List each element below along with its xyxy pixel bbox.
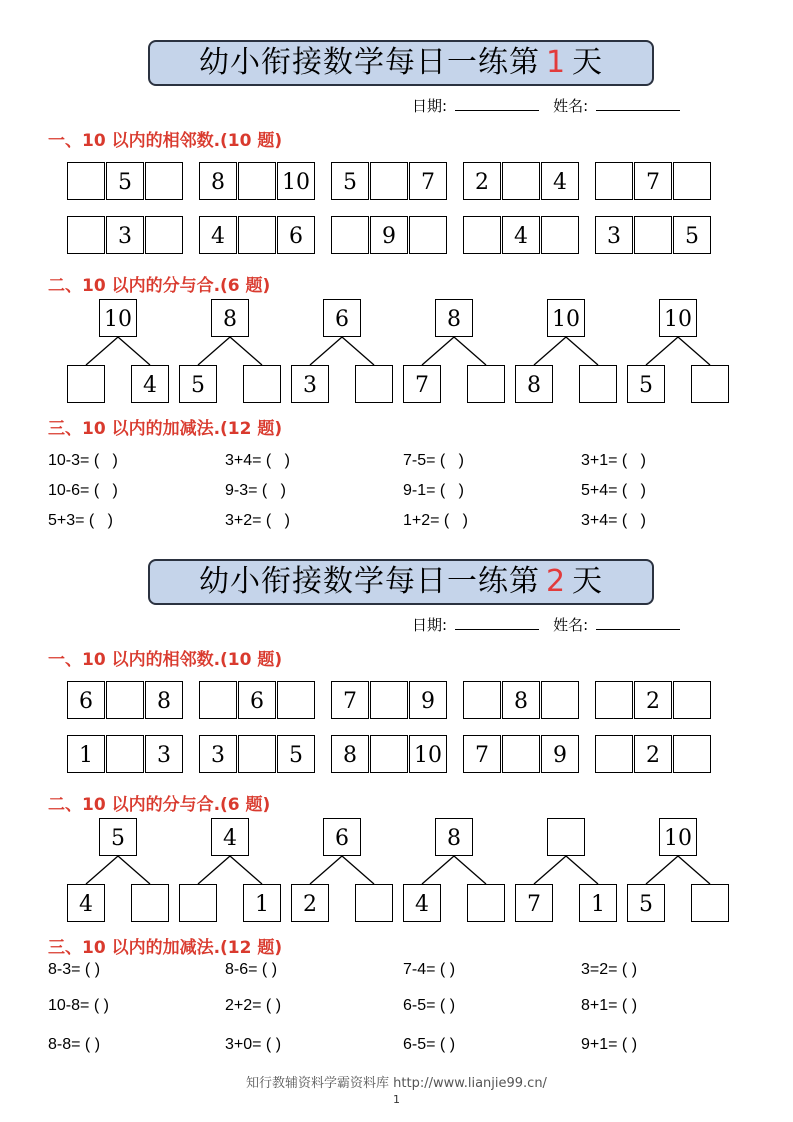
equation: 8+1= ( ) [581, 997, 638, 1014]
tree-branch-line [86, 337, 118, 365]
neighbor-box [502, 162, 540, 200]
neighbor-box: 3 [595, 216, 633, 254]
neighbor-box: 10 [277, 162, 315, 200]
neighbor-box [67, 162, 105, 200]
tree-branch-line [646, 856, 678, 884]
equation: 2+2= ( ) [225, 997, 282, 1014]
section-heading-arithmetic: 三、10 以内的加减法.(12 题) [48, 419, 283, 439]
equation: 3+4= ( ) [225, 452, 290, 469]
tree-branch-line [678, 337, 710, 365]
neighbor-box: 8 [145, 681, 183, 719]
equation: 9-3= ( ) [225, 482, 286, 499]
tree-left-box: 4 [67, 884, 105, 922]
tree-top-box: 5 [99, 818, 137, 856]
tree-branch-line [198, 337, 230, 365]
tree-branch-line [342, 856, 374, 884]
tree-top-box: 6 [323, 818, 361, 856]
neighbor-box [238, 216, 276, 254]
title-suffix: 天 [572, 45, 604, 80]
tree-top-box: 10 [547, 299, 585, 337]
tree-branch-line [454, 856, 486, 884]
page-number: 1 [393, 1093, 400, 1106]
neighbor-box: 1 [67, 735, 105, 773]
tree-right-box: 4 [131, 365, 169, 403]
neighbor-box: 7 [463, 735, 501, 773]
tree-branch-line [86, 856, 118, 884]
tree-branch-line [118, 337, 150, 365]
tree-top-box: 10 [659, 818, 697, 856]
tree-branch-line [310, 856, 342, 884]
tree-branch-line [422, 337, 454, 365]
equation: 10-3= ( ) [48, 452, 118, 469]
equation: 7-4= ( ) [403, 961, 456, 978]
neighbor-box [673, 162, 711, 200]
tree-branch-line [646, 337, 678, 365]
neighbor-box [541, 681, 579, 719]
neighbor-box: 4 [199, 216, 237, 254]
tree-right-box [467, 365, 505, 403]
tree-branch-line [230, 856, 262, 884]
neighbor-box: 8 [199, 162, 237, 200]
equation: 5+4= ( ) [581, 482, 646, 499]
neighbor-box [463, 681, 501, 719]
neighbor-box [331, 216, 369, 254]
equation: 3+4= ( ) [581, 512, 646, 529]
equation: 6-5= ( ) [403, 1036, 456, 1053]
tree-left-box: 2 [291, 884, 329, 922]
tree-left-box: 5 [627, 365, 665, 403]
neighbor-box: 10 [409, 735, 447, 773]
neighbor-box [145, 162, 183, 200]
date-label: 日期: [412, 616, 448, 634]
tree-left-box: 4 [403, 884, 441, 922]
neighbor-box [277, 681, 315, 719]
equation: 8-6= ( ) [225, 961, 278, 978]
tree-branch-line [566, 856, 598, 884]
section-heading-decompose: 二、10 以内的分与合.(6 题) [48, 795, 271, 815]
date-blank[interactable] [455, 98, 539, 111]
tree-branch-line [454, 337, 486, 365]
title-prefix: 幼小衔接数学每日一练第 [198, 45, 540, 80]
tree-branch-line [310, 337, 342, 365]
date-name-line [412, 614, 694, 635]
tree-branch-line [422, 856, 454, 884]
equation: 9+1= ( ) [581, 1036, 638, 1053]
equation: 3+2= ( ) [225, 512, 290, 529]
neighbor-box: 2 [634, 681, 672, 719]
date-label: 日期: [412, 97, 448, 115]
tree-right-box [131, 884, 169, 922]
tree-right-box: 1 [579, 884, 617, 922]
neighbor-box [502, 735, 540, 773]
tree-branch-line [534, 856, 566, 884]
tree-right-box [355, 884, 393, 922]
title-prefix: 幼小衔接数学每日一练第 [198, 564, 540, 599]
tree-top-box: 10 [659, 299, 697, 337]
equation: 9-1= ( ) [403, 482, 464, 499]
date-blank[interactable] [455, 617, 539, 630]
tree-branch-line [230, 337, 262, 365]
tree-branch-line [678, 856, 710, 884]
neighbor-box: 9 [409, 681, 447, 719]
neighbor-box [370, 162, 408, 200]
day-number: 1 [545, 45, 567, 80]
date-name-line [412, 95, 694, 116]
equation: 8-3= ( ) [48, 961, 101, 978]
neighbor-box: 7 [634, 162, 672, 200]
equation: 3+1= ( ) [581, 452, 646, 469]
neighbor-box [595, 162, 633, 200]
equation: 8-8= ( ) [48, 1036, 101, 1053]
tree-branch-line [534, 337, 566, 365]
neighbor-box: 5 [331, 162, 369, 200]
neighbor-box [67, 216, 105, 254]
neighbor-box [370, 681, 408, 719]
section-heading-decompose: 二、10 以内的分与合.(6 题) [48, 276, 271, 296]
tree-right-box [355, 365, 393, 403]
neighbor-box [595, 735, 633, 773]
neighbor-box [238, 162, 276, 200]
tree-right-box [243, 365, 281, 403]
tree-right-box [691, 365, 729, 403]
equation: 6-5= ( ) [403, 997, 456, 1014]
neighbor-box [595, 681, 633, 719]
neighbor-box [463, 216, 501, 254]
neighbor-box: 8 [502, 681, 540, 719]
tree-left-box: 5 [179, 365, 217, 403]
tree-right-box [691, 884, 729, 922]
section-heading-neighbors: 一、10 以内的相邻数.(10 题) [48, 650, 283, 670]
neighbor-box [370, 735, 408, 773]
tree-left-box [67, 365, 105, 403]
name-label: 姓名: [553, 616, 589, 634]
neighbor-box: 3 [106, 216, 144, 254]
tree-branch-line [118, 856, 150, 884]
neighbor-box: 6 [238, 681, 276, 719]
equation: 5+3= ( ) [48, 512, 113, 529]
equation: 3=2= ( ) [581, 961, 638, 978]
equation: 10-6= ( ) [48, 482, 118, 499]
tree-right-box [579, 365, 617, 403]
neighbor-box: 5 [106, 162, 144, 200]
tree-left-box: 7 [515, 884, 553, 922]
title-suffix: 天 [572, 564, 604, 599]
tree-right-box: 1 [243, 884, 281, 922]
neighbor-box [541, 216, 579, 254]
neighbor-box [199, 681, 237, 719]
tree-branch-line [342, 337, 374, 365]
neighbor-box: 3 [145, 735, 183, 773]
neighbor-box [409, 216, 447, 254]
neighbor-box: 8 [331, 735, 369, 773]
neighbor-box: 5 [277, 735, 315, 773]
day-title [148, 40, 654, 86]
neighbor-box: 3 [199, 735, 237, 773]
section-heading-neighbors: 一、10 以内的相邻数.(10 题) [48, 131, 283, 151]
neighbor-box: 2 [463, 162, 501, 200]
neighbor-box: 4 [541, 162, 579, 200]
name-blank[interactable] [596, 98, 680, 111]
tree-top-box: 8 [211, 299, 249, 337]
tree-top-box: 10 [99, 299, 137, 337]
equation: 7-5= ( ) [403, 452, 464, 469]
neighbor-box [238, 735, 276, 773]
equation: 3+0= ( ) [225, 1036, 282, 1053]
neighbor-box: 5 [673, 216, 711, 254]
name-label: 姓名: [553, 97, 589, 115]
neighbor-box: 4 [502, 216, 540, 254]
tree-top-box: 8 [435, 299, 473, 337]
footer-text: 知行教辅资料学霸资料库 http://www.lianjie99.cn/ [246, 1076, 547, 1091]
neighbor-box: 9 [541, 735, 579, 773]
equation: 1+2= ( ) [403, 512, 468, 529]
tree-branch-line [198, 856, 230, 884]
section-heading-arithmetic: 三、10 以内的加减法.(12 题) [48, 938, 283, 958]
day-number: 2 [545, 564, 567, 599]
tree-top-box: 8 [435, 818, 473, 856]
name-blank[interactable] [596, 617, 680, 630]
neighbor-box [673, 681, 711, 719]
neighbor-box: 9 [370, 216, 408, 254]
neighbor-box: 6 [277, 216, 315, 254]
neighbor-box [145, 216, 183, 254]
tree-left-box: 7 [403, 365, 441, 403]
neighbor-box [106, 681, 144, 719]
tree-branch-line [566, 337, 598, 365]
tree-top-box: 4 [211, 818, 249, 856]
neighbor-box: 6 [67, 681, 105, 719]
tree-left-box: 3 [291, 365, 329, 403]
neighbor-box [673, 735, 711, 773]
neighbor-box [634, 216, 672, 254]
equation: 10-8= ( ) [48, 997, 109, 1014]
neighbor-box: 7 [331, 681, 369, 719]
tree-left-box: 8 [515, 365, 553, 403]
day-title [148, 559, 654, 605]
neighbor-box [106, 735, 144, 773]
tree-left-box [179, 884, 217, 922]
neighbor-box: 7 [409, 162, 447, 200]
tree-top-box: 6 [323, 299, 361, 337]
tree-left-box: 5 [627, 884, 665, 922]
neighbor-box: 2 [634, 735, 672, 773]
tree-top-box [547, 818, 585, 856]
tree-right-box [467, 884, 505, 922]
